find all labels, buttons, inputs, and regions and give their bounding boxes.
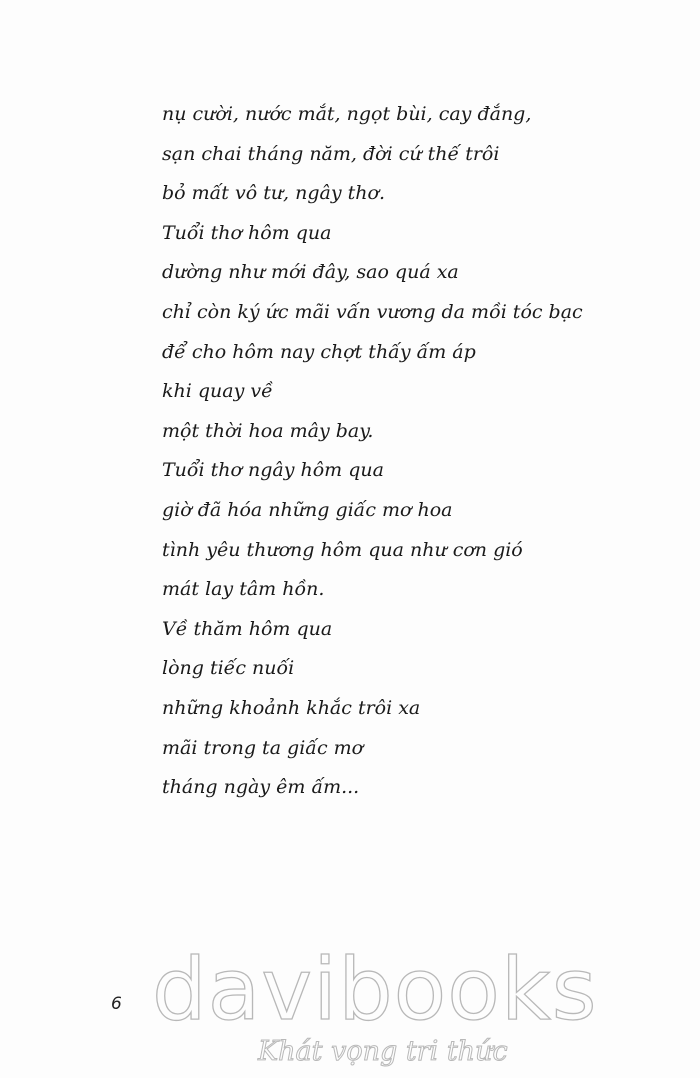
- poem-line: mãi trong ta giấc mơ: [162, 736, 364, 759]
- poem-line: chỉ còn ký ức mãi vấn vương da mồi tóc bạc: [162, 300, 583, 323]
- poem-line: bỏ mất vô tư, ngây thơ.: [162, 182, 385, 205]
- poem-line: Về thăm hôm qua: [162, 617, 333, 640]
- poem-line: lòng tiếc nuối: [162, 657, 295, 680]
- watermark-brand: davibooks: [152, 940, 598, 1040]
- page-number: 6: [111, 994, 122, 1014]
- poem-line: giờ đã hóa những giấc mơ hoa: [162, 498, 453, 521]
- poem-line: Tuổi thơ ngây hôm qua: [162, 459, 384, 482]
- poem-text: [162, 95, 583, 808]
- poem-line: những khoảnh khắc trôi xa: [162, 696, 421, 719]
- poem-line: để cho hôm nay chợt thấy ấm áp: [162, 340, 476, 363]
- poem-line: một thời hoa mây bay.: [162, 419, 374, 442]
- poem-line: tháng ngày êm ấm...: [162, 776, 360, 799]
- watermark-tagline: Khát vọng tri thức: [258, 1036, 508, 1067]
- poem-line: dường như mới đây, sao quá xa: [162, 261, 459, 284]
- poem-line: Tuổi thơ hôm qua: [162, 221, 332, 244]
- poem-line: tình yêu thương hôm qua như cơn gió: [162, 538, 523, 561]
- poem-line: sạn chai tháng năm, đời cứ thế trôi: [162, 142, 500, 165]
- poem-line: khi quay về: [162, 380, 273, 403]
- poem-line: nụ cười, nước mắt, ngọt bùi, cay đắng,: [162, 103, 532, 125]
- poem-line: mát lay tâm hồn.: [162, 578, 325, 601]
